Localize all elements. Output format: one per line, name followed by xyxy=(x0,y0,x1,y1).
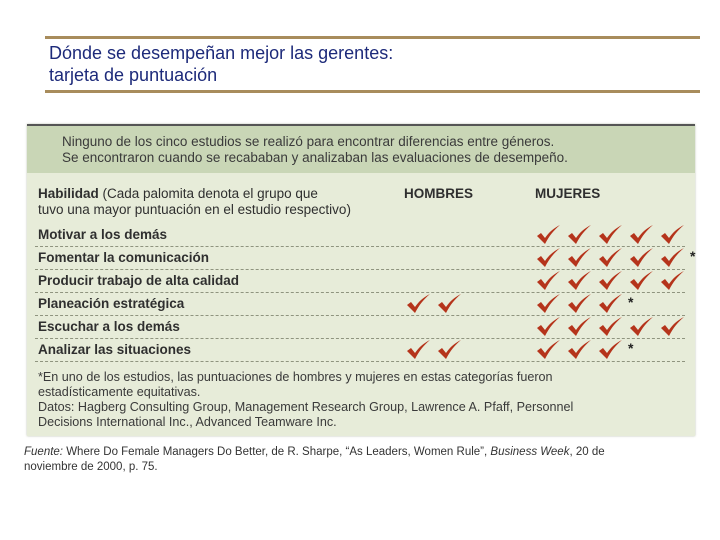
checkmark-icon xyxy=(535,340,561,360)
footnote-star: * xyxy=(690,248,696,264)
checkmark-icon xyxy=(597,271,623,291)
table-row xyxy=(35,224,685,247)
checkmark-icon xyxy=(597,317,623,337)
habilidad-label: Habilidad xyxy=(38,186,99,201)
source-text-tail: , 20 de xyxy=(569,446,605,458)
men-checkmarks xyxy=(405,339,467,361)
men-checkmarks xyxy=(405,293,467,315)
women-checkmarks xyxy=(535,247,695,269)
table-row xyxy=(35,247,696,270)
checkmark-icon xyxy=(659,248,685,268)
checkmark-icon xyxy=(566,248,592,268)
checkmark-icon xyxy=(535,317,561,337)
header-line-2: Se encontraron cuando se recababan y analizaban las evaluaciones de desempeño. xyxy=(62,150,568,165)
data-source-line-2: Decisions International Inc., Advanced Teamware Inc. xyxy=(38,415,337,429)
checkmark-icon xyxy=(566,317,592,337)
checkmark-icon xyxy=(628,317,654,337)
checkmark-icon xyxy=(628,271,654,291)
title-line-1: Dónde se desempeñan mejor las gerentes: xyxy=(49,43,394,63)
women-checkmarks xyxy=(535,270,690,292)
checkmark-icon xyxy=(566,294,592,314)
source-line-2: noviembre de 2000, p. 75. xyxy=(24,461,158,473)
checkmark-icon xyxy=(436,340,462,360)
checkmark-icon xyxy=(436,294,462,314)
women-checkmarks xyxy=(535,224,690,246)
header-line-1: Ninguno de los cinco estudios se realizó para encontrar diferencias entre géneros. xyxy=(62,134,555,149)
checkmark-icon xyxy=(659,271,685,291)
slide-title xyxy=(49,42,649,86)
checkmark-icon xyxy=(659,317,685,337)
table-row xyxy=(35,339,685,362)
title-line-2: tarjeta de puntuación xyxy=(49,65,218,85)
skill-label: Producir trabajo de alta calidad xyxy=(38,273,240,288)
scorecard-figure xyxy=(27,124,695,436)
notes xyxy=(38,370,678,430)
checkmark-icon xyxy=(628,225,654,245)
checkmark-icon xyxy=(659,225,685,245)
header-top-line xyxy=(27,124,695,126)
checkmark-icon xyxy=(597,340,623,360)
women-checkmarks xyxy=(535,339,633,361)
checkmark-icon xyxy=(597,294,623,314)
source-text: Where Do Female Managers Do Better, de R. Sharpe, “As Leaders, Women Rule”, xyxy=(63,446,491,458)
women-checkmarks xyxy=(535,293,633,315)
checkmark-icon xyxy=(597,225,623,245)
women-checkmarks xyxy=(535,316,690,338)
source-prefix: Fuente: xyxy=(24,446,63,458)
table-row xyxy=(35,316,685,339)
checkmark-icon xyxy=(566,340,592,360)
habilidad-note: (Cada palomita denota el grupo que xyxy=(98,186,318,201)
skill-label: Fomentar la comunicación xyxy=(38,250,210,265)
checkmark-icon xyxy=(405,294,431,314)
checkmark-icon xyxy=(535,248,561,268)
checkmark-icon xyxy=(535,294,561,314)
skill-label: Analizar las situaciones xyxy=(38,342,192,357)
source-citation xyxy=(24,445,684,475)
checkmark-icon xyxy=(597,248,623,268)
skill-label: Motivar a los demás xyxy=(38,227,168,242)
checkmark-icon xyxy=(628,248,654,268)
checkmark-icon xyxy=(405,340,431,360)
table-row xyxy=(35,270,685,293)
data-source-line-1: Datos: Hagberg Consulting Group, Management Research Group, Lawrence A. Pfaff, Personnel xyxy=(38,400,574,414)
skill-label: Planeación estratégica xyxy=(38,296,185,311)
table-row xyxy=(35,293,685,316)
footnote-star: * xyxy=(628,340,634,356)
top-rule xyxy=(45,36,700,39)
checkmark-icon xyxy=(535,271,561,291)
checkmark-icon xyxy=(535,225,561,245)
checkmark-icon xyxy=(566,225,592,245)
skill-label: Escuchar a los demás xyxy=(38,319,180,334)
column-header-women: MUJERES xyxy=(535,186,601,201)
column-header-men: HOMBRES xyxy=(404,186,474,201)
footnote-line-2: estadísticamente equitativas. xyxy=(38,385,201,399)
footnote-star: * xyxy=(628,294,634,310)
footnote-line-1: *En uno de los estudios, las puntuaciones de hombres y mujeres en estas categorías fueron xyxy=(38,370,553,384)
habilidad-note-line2: tuvo una mayor puntuación en el estudio respectivo) xyxy=(38,202,351,217)
source-publication: Business Week xyxy=(490,446,570,458)
habilidad-heading xyxy=(38,186,418,218)
scorecard-header xyxy=(27,124,695,173)
checkmark-icon xyxy=(566,271,592,291)
bottom-rule xyxy=(45,90,700,93)
